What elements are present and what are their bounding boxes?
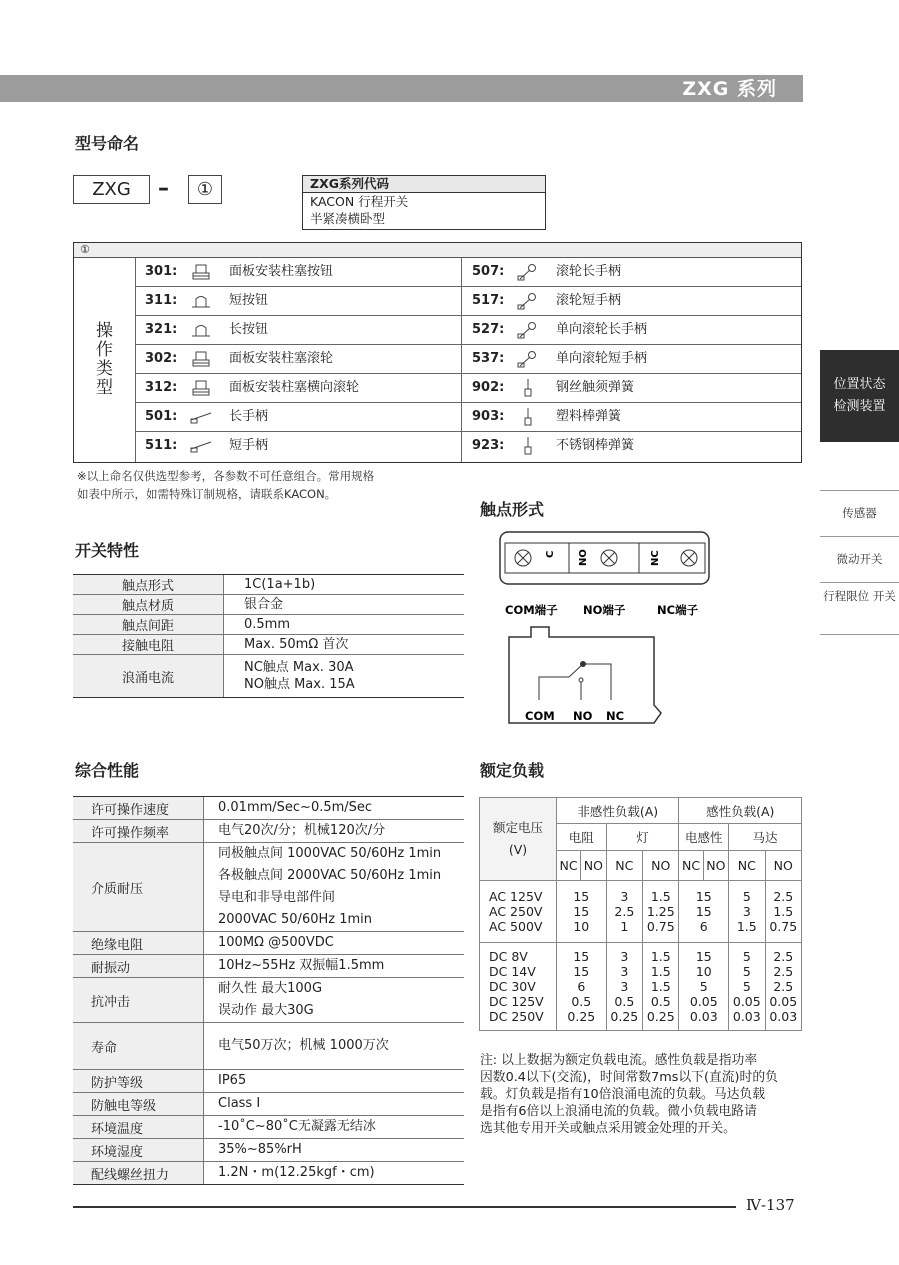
- panel-plunger-icon: [189, 263, 213, 281]
- model-slot-box: ①: [188, 175, 222, 204]
- op-row-right: [462, 287, 801, 316]
- long-lever-icon: [189, 408, 213, 426]
- ind-header: 感性负载(A): [679, 798, 802, 824]
- nc-no-header: NC: [679, 851, 703, 881]
- spec-value: 电气20次/分；机械120次/分: [218, 823, 386, 838]
- spec-row: [73, 655, 464, 697]
- spec-key: 触点材质: [73, 595, 224, 614]
- spec-value: IP65: [218, 1073, 247, 1088]
- spec-row: [73, 797, 464, 820]
- mark-c: C: [545, 550, 556, 558]
- code-box-line2: 半紧凑横卧型: [310, 211, 386, 226]
- spec-row: [73, 843, 464, 932]
- perf-spec-table: [73, 796, 464, 1185]
- op-table-head: ①: [74, 243, 801, 258]
- op-label: 钢丝触须弹簧: [556, 380, 635, 395]
- spec-row: [73, 575, 464, 595]
- induct-header: 电感性: [679, 824, 729, 851]
- operation-type-table: [73, 242, 802, 463]
- load-value-cell: 3 2.5 1: [606, 881, 642, 943]
- motor-header: 马达: [729, 824, 802, 851]
- spec-key: 寿命: [73, 1023, 204, 1069]
- nc-no-header: NO: [703, 851, 729, 881]
- op-row-left: [135, 287, 461, 316]
- oneway-roller-short-icon: [516, 350, 540, 368]
- op-row-left: [135, 316, 461, 345]
- header-bar: [0, 75, 803, 102]
- spec-row: [73, 1070, 464, 1093]
- side-link-micro-switch[interactable]: 微动开关: [820, 536, 899, 582]
- load-value-cell: 1.5 1.25 0.75: [643, 881, 679, 943]
- op-label: 长按钮: [229, 322, 269, 337]
- perf-section-title: 综合性能: [75, 761, 140, 780]
- nc-no-header: NC: [557, 851, 581, 881]
- spec-key: 耐振动: [73, 955, 204, 977]
- load-value-cell: 3 3 3 0.5 0.25: [606, 943, 642, 1031]
- load-value-cell: 5 3 1.5: [729, 881, 765, 943]
- op-row-right: [462, 374, 801, 403]
- spec-row: [73, 1093, 464, 1116]
- spec-key: 环境温度: [73, 1116, 204, 1138]
- load-value-cell: 15 15 10: [557, 881, 607, 943]
- roller-long-lever-icon: [516, 263, 540, 281]
- nc-no-header: NC: [606, 851, 642, 881]
- spec-key: 防触电等级: [73, 1093, 204, 1115]
- op-label: 单向滚轮短手柄: [556, 351, 648, 366]
- panel-cross-roller-icon: [189, 379, 213, 397]
- spec-key: 浪涌电流: [73, 655, 224, 697]
- spec-row: [73, 955, 464, 978]
- op-row-right: [462, 258, 801, 287]
- nc-terminal-label: NC端子: [657, 603, 699, 617]
- nc-no-header: NC: [729, 851, 765, 881]
- spec-key: 绝缘电阻: [73, 932, 204, 954]
- op-label: 面板安装柱塞按钮: [229, 264, 334, 279]
- op-code: 302:: [145, 351, 178, 366]
- spec-value: 0.01mm/Sec~0.5m/Sec: [218, 800, 373, 815]
- spec-value: 1C(1a+1b): [244, 577, 316, 592]
- code-box-line1: KACON 行程开关: [310, 194, 409, 209]
- mark-no: NO: [578, 549, 589, 566]
- spec-key: 防护等级: [73, 1070, 204, 1092]
- mark-nc: NC: [650, 550, 661, 566]
- nc-no-header: NO: [581, 851, 607, 881]
- circuit-nc: NC: [606, 709, 625, 723]
- short-lever-icon: [189, 437, 213, 455]
- op-code: 312:: [145, 380, 178, 395]
- op-row-right: [462, 345, 801, 374]
- spec-value: NC触点 Max. 30A NO触点 Max. 15A: [244, 660, 355, 692]
- spec-value: 0.5mm: [244, 617, 291, 632]
- spec-value: -10˚C~80˚C无凝露无结冰: [218, 1119, 376, 1134]
- page-number: Ⅳ-137: [746, 1196, 795, 1214]
- op-row-right: [462, 403, 801, 432]
- load-value-cell: 15 15 6 0.5 0.25: [557, 943, 607, 1031]
- spec-row: [73, 932, 464, 955]
- contact-diagram: [499, 530, 721, 730]
- short-button-icon: [189, 292, 213, 310]
- op-row-left: [135, 432, 461, 460]
- panel-plunger-roller-icon: [189, 350, 213, 368]
- spec-row: [73, 595, 464, 615]
- op-side-label: 操作类型: [74, 258, 136, 462]
- op-label: 面板安装柱塞滚轮: [229, 351, 334, 366]
- load-value-cell: 1.5 1.5 1.5 0.5 0.25: [643, 943, 679, 1031]
- spec-value: 1.2N・m(12.25kgf・cm): [218, 1165, 375, 1180]
- op-label: 塑料棒弹簧: [556, 409, 622, 424]
- op-code: 507:: [472, 264, 505, 279]
- op-code: 903:: [472, 409, 505, 424]
- model-dash: –: [158, 176, 169, 201]
- switch-section-title: 开关特性: [75, 541, 140, 560]
- lamp-header: 灯: [606, 824, 679, 851]
- spec-row: [73, 615, 464, 635]
- load-section-title: 额定负载: [480, 761, 545, 780]
- op-code: 537:: [472, 351, 505, 366]
- load-value-cell: 2.5 1.5 0.75: [765, 881, 801, 943]
- roller-short-lever-icon: [516, 292, 540, 310]
- op-label: 短按钮: [229, 293, 269, 308]
- spec-row: [73, 1116, 464, 1139]
- switch-spec-table: [73, 574, 464, 698]
- op-code: 311:: [145, 293, 178, 308]
- footer-rule: [73, 1206, 736, 1208]
- wire-spring-icon: [516, 379, 540, 397]
- rated-load-table: [479, 797, 802, 1031]
- op-label: 长手柄: [229, 409, 269, 424]
- op-label: 单向滚轮长手柄: [556, 322, 648, 337]
- op-row-left: [135, 403, 461, 432]
- op-code: 511:: [145, 438, 178, 453]
- spec-key: 接触电阻: [73, 635, 224, 654]
- spec-value: 耐久性 最大100G 误动作 最大30G: [218, 981, 323, 1018]
- side-tab-active[interactable]: 位置状态 检测装置: [820, 350, 899, 442]
- op-row-left: [135, 374, 461, 403]
- load-value-cell: 15 10 5 0.05 0.03: [679, 943, 729, 1031]
- com-terminal-label: COM端子: [505, 603, 558, 617]
- op-code: 501:: [145, 409, 178, 424]
- spec-value: 同极触点间 1000VAC 50/60Hz 1min 各极触点间 2000VAC 50/60Hz 1min 导电和非导电部件间 2000VAC 50/60Hz 1min: [218, 846, 442, 927]
- op-code: 923:: [472, 438, 505, 453]
- spec-row: [73, 1023, 464, 1070]
- load-value-cell: 15 15 6: [679, 881, 729, 943]
- spec-value: 35%~85%rH: [218, 1142, 302, 1157]
- steel-rod-spring-icon: [516, 437, 540, 455]
- op-row-right: [462, 432, 801, 460]
- spec-row: [73, 820, 464, 843]
- spec-key: 环境湿度: [73, 1139, 204, 1161]
- op-row-left: [135, 345, 461, 374]
- op-code: 527:: [472, 322, 505, 337]
- res-header: 电阻: [557, 824, 607, 851]
- op-code: 321:: [145, 322, 178, 337]
- op-row-left: [135, 258, 461, 287]
- op-label: 面板安装柱塞横向滚轮: [229, 380, 360, 395]
- op-label: 滚轮短手柄: [556, 293, 622, 308]
- spec-value: 电气50万次；机械 1000万次: [218, 1038, 389, 1053]
- load-value-cell: 5 5 5 0.05 0.03: [729, 943, 765, 1031]
- spec-key: 触点间距: [73, 615, 224, 634]
- plastic-rod-spring-icon: [516, 408, 540, 426]
- circuit-com: COM: [525, 709, 555, 723]
- series-code-box: [302, 175, 546, 230]
- spec-value: Max. 50mΩ 首次: [244, 637, 349, 652]
- spec-key: 许可操作速度: [73, 797, 204, 819]
- spec-row: [73, 635, 464, 655]
- oneway-roller-long-icon: [516, 321, 540, 339]
- contact-section-title: 触点形式: [480, 500, 545, 519]
- selection-note: ※以上命名仅供选型参考，各参数不可任意组合。常用规格 如表中所示，如需特殊订制规格，请联系KACON。: [77, 469, 375, 501]
- no-terminal-label: NO端子: [583, 603, 626, 617]
- spec-value: 100MΩ @500VDC: [218, 935, 334, 950]
- spec-key: 许可操作频率: [73, 820, 204, 842]
- op-row-right: [462, 316, 801, 345]
- op-code: 517:: [472, 293, 505, 308]
- series-title: ZXG 系列: [682, 78, 777, 100]
- op-label: 短手柄: [229, 438, 269, 453]
- side-link-sensor[interactable]: 传感器: [820, 490, 899, 536]
- voltage-header: 额定电压 (V): [480, 798, 557, 881]
- op-label: 不锈钢棒弹簧: [556, 438, 635, 453]
- naming-section-title: 型号命名: [75, 134, 140, 153]
- nc-no-header: NO: [765, 851, 801, 881]
- op-label: 滚轮长手柄: [556, 264, 622, 279]
- spec-value: 银合金: [244, 597, 284, 612]
- nonind-header: 非感性负载(A): [557, 798, 679, 824]
- voltage-cell: AC 125V AC 250V AC 500V: [480, 881, 557, 943]
- code-box-title: ZXG系列代码: [303, 176, 545, 193]
- spec-row: [73, 1139, 464, 1162]
- nc-no-header: NO: [643, 851, 679, 881]
- spec-key: 配线螺丝扭力: [73, 1162, 204, 1184]
- spec-key: 触点形式: [73, 575, 224, 594]
- spec-value: 10Hz~55Hz 双振幅1.5mm: [218, 958, 385, 973]
- load-value-cell: 2.5 2.5 2.5 0.05 0.03: [765, 943, 801, 1031]
- load-note: 注: 以上数据为额定负载电流。感性负载是指功率 因数0.4以下(交流)，时间常数7ms以下(直流)时的负 载。灯负载是指有10倍浪涌电流的负载。马达负载 是指有6倍以上浪涌电流的负载。微小负载电路请 选其他专用开关或触点采用镀金处理的开关。: [480, 1053, 778, 1136]
- spec-row: [73, 978, 464, 1023]
- model-prefix-box: ZXG: [73, 175, 150, 204]
- voltage-cell: DC 8V DC 14V DC 30V DC 125V DC 250V: [480, 943, 557, 1031]
- side-link-limit-switch[interactable]: 行程限位 开关: [820, 582, 899, 635]
- long-button-icon: [189, 321, 213, 339]
- spec-key: 介质耐压: [73, 843, 204, 931]
- op-code: 301:: [145, 264, 178, 279]
- op-code: 902:: [472, 380, 505, 395]
- spec-value: Class I: [218, 1096, 261, 1111]
- spec-key: 抗冲击: [73, 978, 204, 1022]
- spec-row: [73, 1162, 464, 1184]
- circuit-no: NO: [573, 709, 593, 723]
